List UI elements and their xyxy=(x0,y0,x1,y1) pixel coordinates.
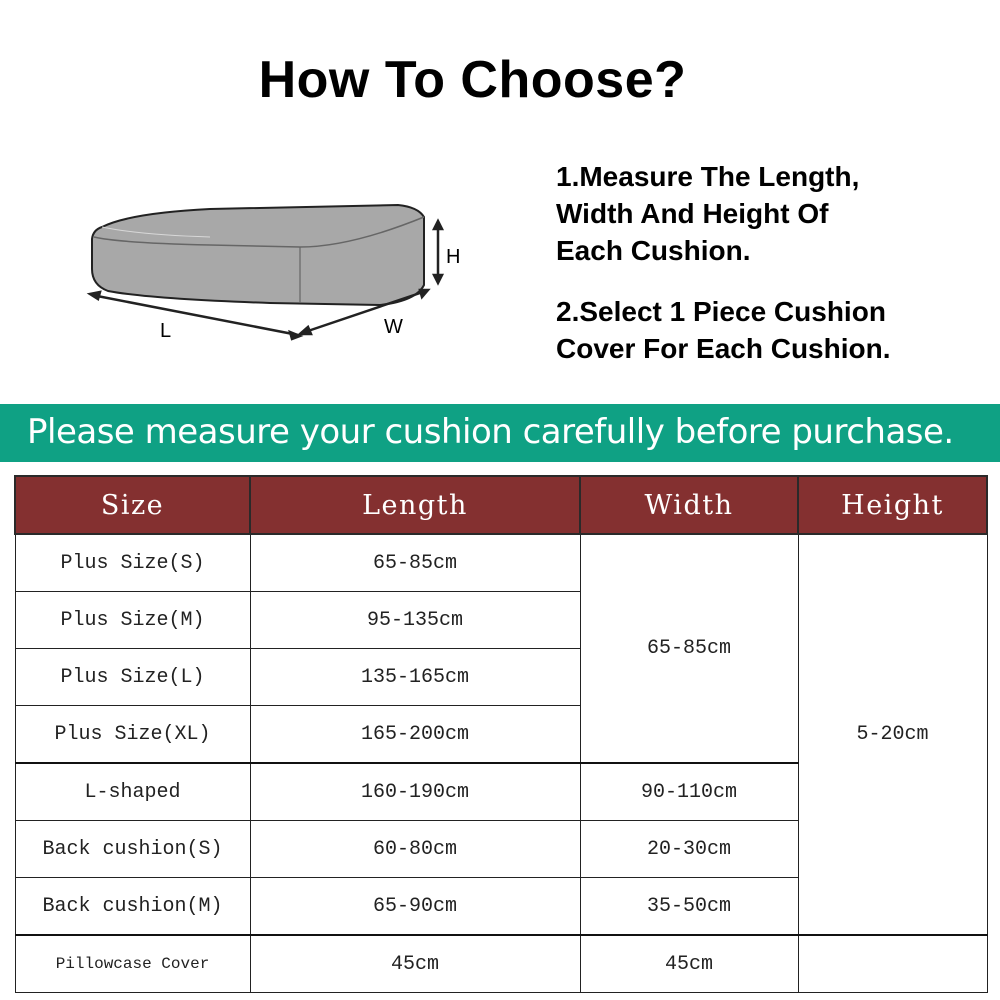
height-dimension-line xyxy=(434,221,442,283)
step-1-line: Width And Height Of xyxy=(556,198,829,229)
length-cell: 135-165cm xyxy=(250,649,580,706)
step-2-line: Cover For Each Cushion. xyxy=(556,333,891,364)
step-1-line: 1.Measure The Length, xyxy=(556,161,860,192)
size-cell: Plus Size(XL) xyxy=(15,706,250,764)
length-cell: 65-85cm xyxy=(250,534,580,592)
width-cell: 35-50cm xyxy=(580,878,798,936)
width-cell: 45cm xyxy=(580,935,798,993)
length-cell: 95-135cm xyxy=(250,592,580,649)
length-cell: 45cm xyxy=(250,935,580,993)
length-cell: 65-90cm xyxy=(250,878,580,936)
instructions xyxy=(556,158,986,391)
width-label: W xyxy=(384,316,403,338)
page-title: How To Choose? xyxy=(258,51,687,109)
table-row xyxy=(15,534,987,592)
length-cell: 165-200cm xyxy=(250,706,580,764)
header-width: Width xyxy=(580,476,798,534)
table-header-row xyxy=(15,476,987,534)
size-cell: Back cushion(S) xyxy=(15,821,250,878)
cushion-illustration xyxy=(92,205,424,305)
width-cell-plus-sizes: 65-85cm xyxy=(580,534,798,763)
step-1-line: Each Cushion. xyxy=(556,235,751,266)
size-cell: Back cushion(M) xyxy=(15,878,250,936)
height-label: H xyxy=(446,246,461,268)
height-cell xyxy=(798,935,987,993)
size-chart-table xyxy=(14,475,988,993)
size-cell: Pillowcase Cover xyxy=(15,935,250,993)
step-1 xyxy=(556,158,986,269)
size-cell: Plus Size(S) xyxy=(15,534,250,592)
height-cell-shared: 5-20cm xyxy=(798,534,987,935)
header-length: Length xyxy=(250,476,580,534)
size-cell: L-shaped xyxy=(15,763,250,821)
cushion-diagram xyxy=(80,195,480,355)
step-2-line: 2.Select 1 Piece Cushion xyxy=(556,296,886,327)
size-cell: Plus Size(L) xyxy=(15,649,250,706)
table-row xyxy=(15,935,987,993)
length-label: L xyxy=(160,320,172,342)
header-size: Size xyxy=(15,476,250,534)
size-cell: Plus Size(M) xyxy=(15,592,250,649)
step-2 xyxy=(556,293,986,367)
measure-banner: Please measure your cushion carefully before purchase. xyxy=(0,404,1000,462)
width-cell: 90-110cm xyxy=(580,763,798,821)
header-height: Height xyxy=(798,476,987,534)
length-cell: 160-190cm xyxy=(250,763,580,821)
length-cell: 60-80cm xyxy=(250,821,580,878)
width-cell: 20-30cm xyxy=(580,821,798,878)
